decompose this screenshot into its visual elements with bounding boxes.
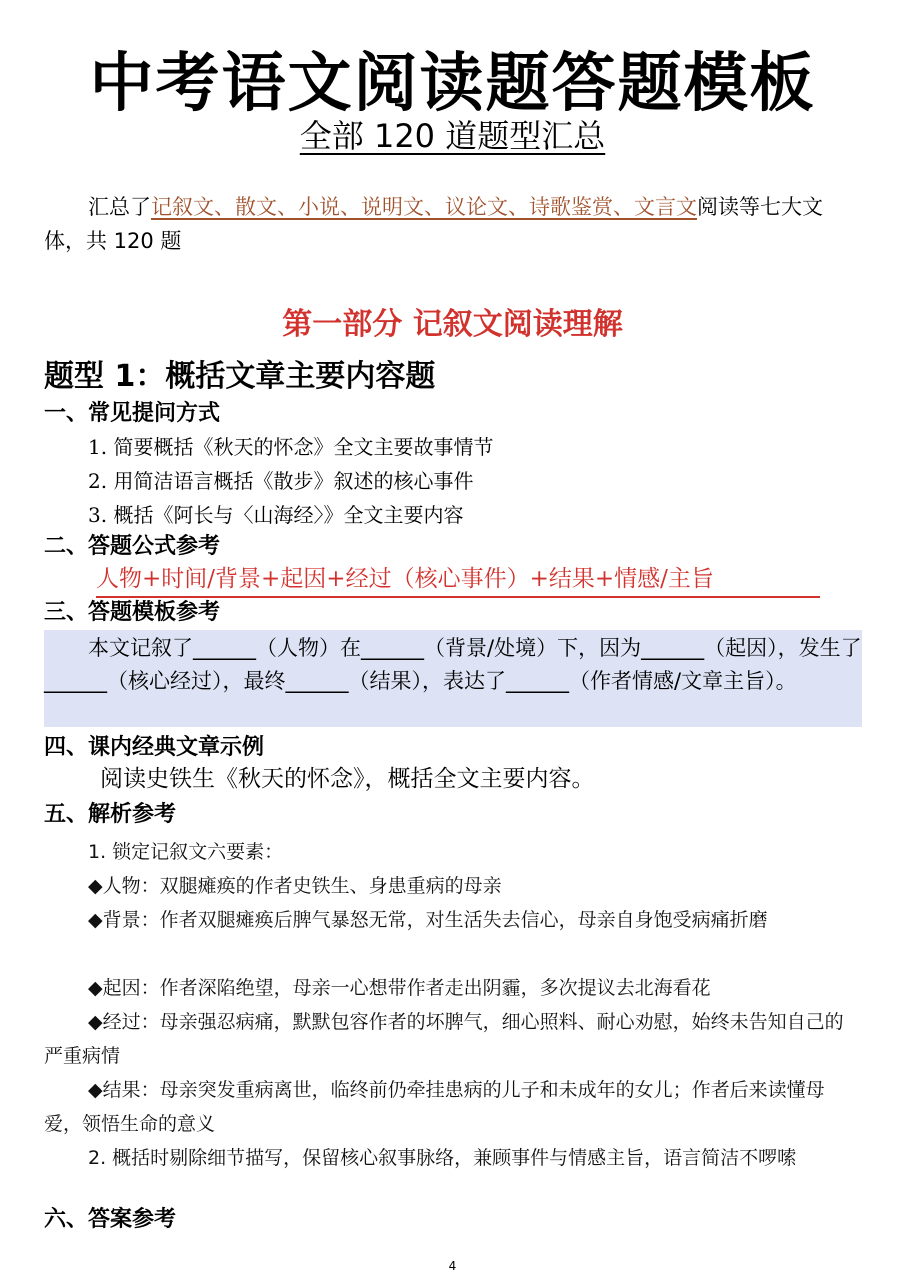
analysis-paragraph: ◆人物：双腿瘫痪的作者史铁生、身患重病的母亲 bbox=[88, 875, 502, 897]
page-number: 4 bbox=[448, 1259, 457, 1273]
page-subtitle bbox=[0, 114, 905, 158]
answer-formula: 人物+时间/背景+起因+经过（核心事件）+结果+情感/主旨 bbox=[96, 563, 820, 598]
analysis-paragraph: ◆背景：作者双腿瘫痪后脾气暴怒无常，对生活失去信心，母亲自身饱受病痛折磨 bbox=[88, 909, 768, 931]
question-type-heading: 题型 1：概括文章主要内容题 bbox=[44, 359, 436, 394]
section-heading-3: 三、答题模板参考 bbox=[44, 600, 221, 625]
section-heading-6: 六、答案参考 bbox=[44, 1207, 177, 1232]
section-heading-2: 二、答题公式参考 bbox=[44, 534, 221, 559]
intro-paragraph bbox=[44, 190, 864, 258]
intro-suffix: 阅读等七大文体，共 120 题 bbox=[44, 195, 823, 253]
intro-genres-highlight: 记叙文、散文、小说、说明文、议论文、诗歌鉴赏、文言文 bbox=[151, 195, 697, 219]
section-heading-4: 四、课内经典文章示例 bbox=[44, 735, 265, 760]
analysis-paragraph: 2. 概括时剔除细节描写，保留核心叙事脉络，兼顾事件与情感主旨，语言简洁不啰嗦 bbox=[88, 1147, 797, 1169]
template-text: 本文记叙了______（人物）在______（背景/处境）下，因为______（起因），发生了______（核心经过），最终______（结果），表达了______（作者情感/文章主旨）。 bbox=[44, 636, 862, 693]
analysis-paragraph: 1. 锁定记叙文六要素： bbox=[88, 841, 284, 863]
section-heading-1: 一、常见提问方式 bbox=[44, 401, 221, 426]
subtitle-text: 全部 120 道题型汇总 bbox=[299, 117, 606, 155]
intro-prefix: 汇总了 bbox=[88, 195, 151, 219]
question-item: 1. 简要概括《秋天的怀念》全文主要故事情节 bbox=[88, 435, 494, 459]
question-item: 3. 概括《阿长与〈山海经〉》全文主要内容 bbox=[88, 503, 464, 527]
analysis-paragraph: ◆结果：母亲突发重病离世，临终前仍牵挂患病的儿子和未成年的女儿；作者后来读懂母爱，领悟生命的意义 bbox=[44, 1079, 825, 1135]
question-item: 2. 用简洁语言概括《散步》叙述的核心事件 bbox=[88, 469, 474, 493]
page-title: 中考语文阅读题答题模板 bbox=[89, 47, 816, 121]
example-prompt: 阅读史铁生《秋天的怀念》，概括全文主要内容。 bbox=[100, 766, 595, 792]
analysis-paragraph: ◆起因：作者深陷绝望，母亲一心想带作者走出阴霾，多次提议去北海看花 bbox=[88, 977, 711, 999]
answer-template bbox=[44, 632, 862, 698]
section-heading-5: 五、解析参考 bbox=[44, 802, 177, 827]
part-title: 第一部分 记叙文阅读理解 bbox=[282, 307, 623, 342]
analysis-paragraph: ◆经过：母亲强忍病痛，默默包容作者的坏脾气，细心照料、耐心劝慰，始终未告知自己的严重病情 bbox=[44, 1011, 844, 1067]
